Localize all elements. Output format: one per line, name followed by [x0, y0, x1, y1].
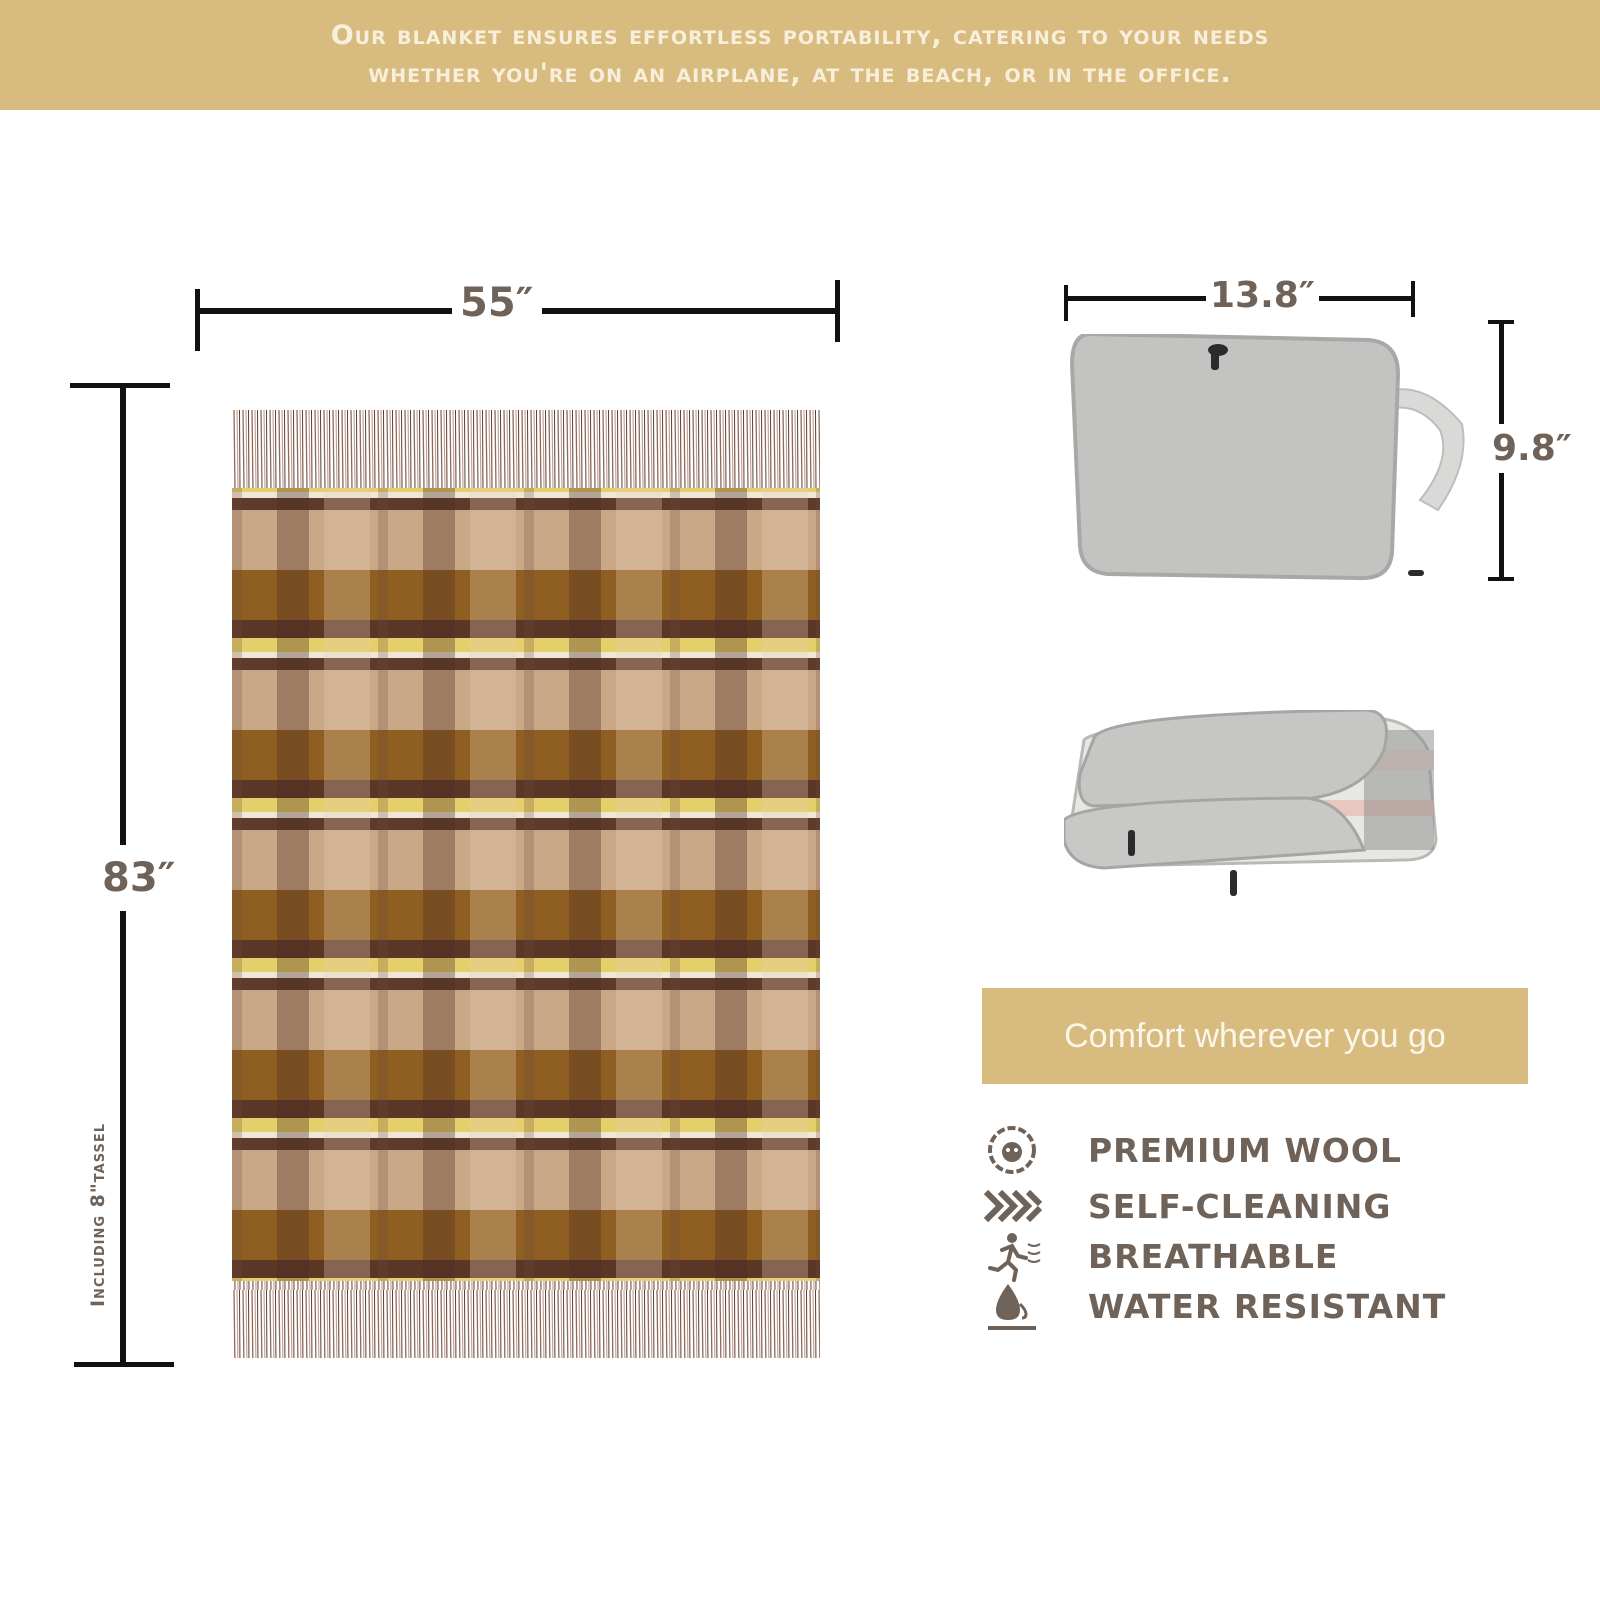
comfort-text: Comfort wherever you go — [1064, 1016, 1446, 1055]
plaid-blanket-image — [232, 410, 820, 1358]
feature-label: SELF-CLEANING — [1088, 1186, 1392, 1226]
bag-height-label: 9.8″ — [1490, 424, 1574, 473]
water-drop-icon — [982, 1280, 1042, 1332]
comfort-banner — [982, 988, 1528, 1084]
feature-label: BREATHABLE — [1088, 1236, 1339, 1276]
feature-breathable — [982, 1230, 1339, 1282]
feature-label: WATER RESISTANT — [1088, 1286, 1447, 1326]
feature-label: PREMIUM WOOL — [1088, 1130, 1402, 1170]
top-banner — [0, 0, 1600, 110]
sheep-icon — [982, 1124, 1042, 1176]
packed-bag-image — [1068, 334, 1476, 586]
bag-width-label: 13.8″ — [1206, 275, 1319, 316]
tassel-note: Including 8"tassel — [87, 1122, 109, 1308]
banner-line-2: whether you're on an airplane, at the beach, or in the office. — [368, 58, 1232, 89]
feature-water-resistant — [982, 1280, 1447, 1332]
feature-premium-wool — [982, 1124, 1402, 1176]
blanket-width-label: 55″ — [452, 280, 542, 326]
blanket-length-label: 83″ — [98, 845, 180, 911]
banner-line-1: Our blanket ensures effortless portability, catering to your needs — [330, 20, 1270, 51]
open-bag-image — [1064, 710, 1450, 916]
cross-pattern-icon — [982, 1180, 1042, 1232]
feature-self-cleaning — [982, 1180, 1392, 1232]
runner-icon — [982, 1230, 1042, 1282]
